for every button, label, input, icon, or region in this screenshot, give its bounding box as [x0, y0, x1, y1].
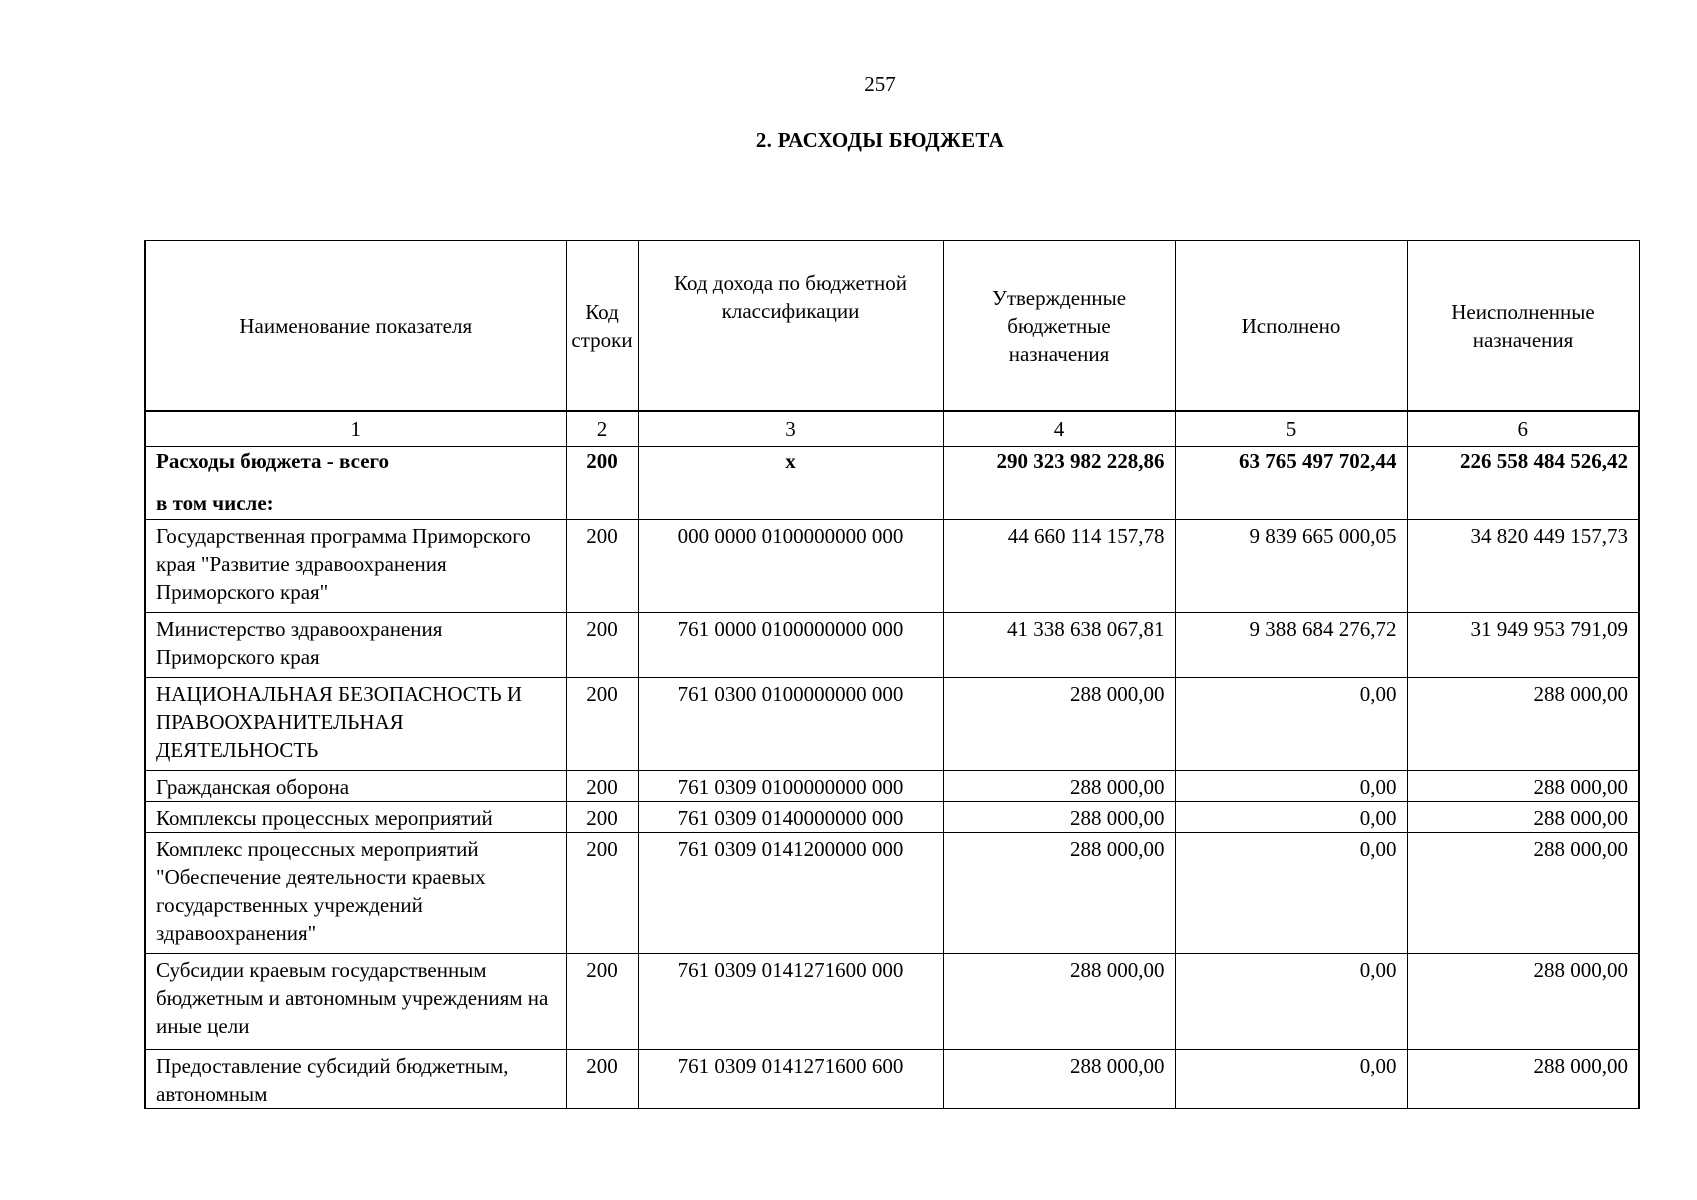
row-approved: 288 000,00	[943, 954, 1175, 1050]
row-classification: 761 0300 0100000000 000	[638, 678, 943, 771]
budget-expenses-table	[144, 240, 1640, 1109]
row-unexecuted: 288 000,00	[1407, 833, 1639, 954]
row-classification: 761 0309 0141271600 000	[638, 954, 943, 1050]
row-classification: 761 0309 0100000000 000	[638, 771, 943, 802]
row-classification: 000 0000 0100000000 000	[638, 520, 943, 613]
row-name: Комплексы процессных мероприятий	[145, 802, 566, 833]
table-row	[145, 771, 1639, 802]
header-line-code	[566, 241, 638, 412]
row-executed: 9 839 665 000,05	[1175, 520, 1407, 613]
row-line-code: 200	[566, 771, 638, 802]
row-line-code: 200	[566, 833, 638, 954]
row-line-code: 200	[566, 954, 638, 1050]
total-executed: 63 765 497 702,44	[1175, 447, 1407, 520]
row-name: Министерство здравоохранения Приморского края	[145, 613, 566, 678]
table-row	[145, 678, 1639, 771]
row-classification: 761 0309 0140000000 000	[638, 802, 943, 833]
row-line-code: 200	[566, 613, 638, 678]
header-classification: Код дохода по бюджетной классификации	[638, 241, 943, 412]
table-header-row	[145, 241, 1639, 412]
column-numbers-row	[145, 411, 1639, 447]
table-row	[145, 520, 1639, 613]
header-approved: Утвержденные бюджетные назначения	[943, 241, 1175, 412]
column-number: 1	[145, 411, 566, 447]
section-title: 2. РАСХОДЫ БЮДЖЕТА	[755, 128, 1005, 152]
row-line-code: 200	[566, 678, 638, 771]
table-row	[145, 1050, 1639, 1109]
column-number: 5	[1175, 411, 1407, 447]
row-approved: 288 000,00	[943, 678, 1175, 771]
header-name: Наименование показателя	[145, 241, 566, 412]
row-name: Предоставление субсидий бюджетным, автономным	[145, 1050, 566, 1109]
header-unexecuted: Неисполненные назначения	[1407, 241, 1639, 412]
row-unexecuted: 31 949 953 791,09	[1407, 613, 1639, 678]
row-executed: 9 388 684 276,72	[1175, 613, 1407, 678]
column-number: 3	[638, 411, 943, 447]
row-name: Комплекс процессных мероприятий "Обеспечение деятельности краевых государственных учреждений здравоохранения"	[145, 833, 566, 954]
total-approved: 290 323 982 228,86	[943, 447, 1175, 520]
total-line-code: 200	[566, 447, 638, 520]
row-classification: 761 0309 0141271600 600	[638, 1050, 943, 1109]
row-line-code: 200	[566, 802, 638, 833]
column-number: 4	[943, 411, 1175, 447]
row-executed: 0,00	[1175, 954, 1407, 1050]
row-line-code: 200	[566, 520, 638, 613]
row-approved: 288 000,00	[943, 1050, 1175, 1109]
page-number: 257	[864, 72, 896, 96]
row-name: НАЦИОНАЛЬНАЯ БЕЗОПАСНОСТЬ И ПРАВООХРАНИТЕЛЬНАЯ ДЕЯТЕЛЬНОСТЬ	[145, 678, 566, 771]
row-classification: 761 0309 0141200000 000	[638, 833, 943, 954]
row-name: Гражданская оборона	[145, 771, 566, 802]
row-executed: 0,00	[1175, 802, 1407, 833]
row-line-code: 200	[566, 1050, 638, 1109]
total-subtitle: в том числе:	[156, 491, 274, 515]
column-number: 2	[566, 411, 638, 447]
row-name: Государственная программа Приморского края "Развитие здравоохранения Приморского края"	[145, 520, 566, 613]
row-approved: 44 660 114 157,78	[943, 520, 1175, 613]
header-line-code-top: Код	[585, 299, 619, 324]
row-executed: 0,00	[1175, 678, 1407, 771]
row-unexecuted: 34 820 449 157,73	[1407, 520, 1639, 613]
table-row	[145, 833, 1639, 954]
total-unexecuted: 226 558 484 526,42	[1407, 447, 1639, 520]
column-number: 6	[1407, 411, 1639, 447]
row-unexecuted: 288 000,00	[1407, 802, 1639, 833]
row-executed: 0,00	[1175, 1050, 1407, 1109]
row-executed: 0,00	[1175, 771, 1407, 802]
table-row	[145, 613, 1639, 678]
header-executed: Исполнено	[1175, 241, 1407, 412]
row-approved: 41 338 638 067,81	[943, 613, 1175, 678]
row-name: Субсидии краевым государственным бюджетным и автономным учреждениям на иные цели	[145, 954, 566, 1050]
total-name-cell	[145, 447, 566, 520]
row-executed: 0,00	[1175, 833, 1407, 954]
header-line-code-bottom: строки	[571, 327, 633, 352]
total-name: Расходы бюджета - всего	[156, 449, 390, 473]
row-approved: 288 000,00	[943, 802, 1175, 833]
row-unexecuted: 288 000,00	[1407, 954, 1639, 1050]
row-unexecuted: 288 000,00	[1407, 1050, 1639, 1109]
row-approved: 288 000,00	[943, 771, 1175, 802]
total-row	[145, 447, 1639, 520]
table-row	[145, 954, 1639, 1050]
total-classification: x	[638, 447, 943, 520]
row-unexecuted: 288 000,00	[1407, 771, 1639, 802]
table-row	[145, 802, 1639, 833]
row-unexecuted: 288 000,00	[1407, 678, 1639, 771]
row-approved: 288 000,00	[943, 833, 1175, 954]
row-classification: 761 0000 0100000000 000	[638, 613, 943, 678]
